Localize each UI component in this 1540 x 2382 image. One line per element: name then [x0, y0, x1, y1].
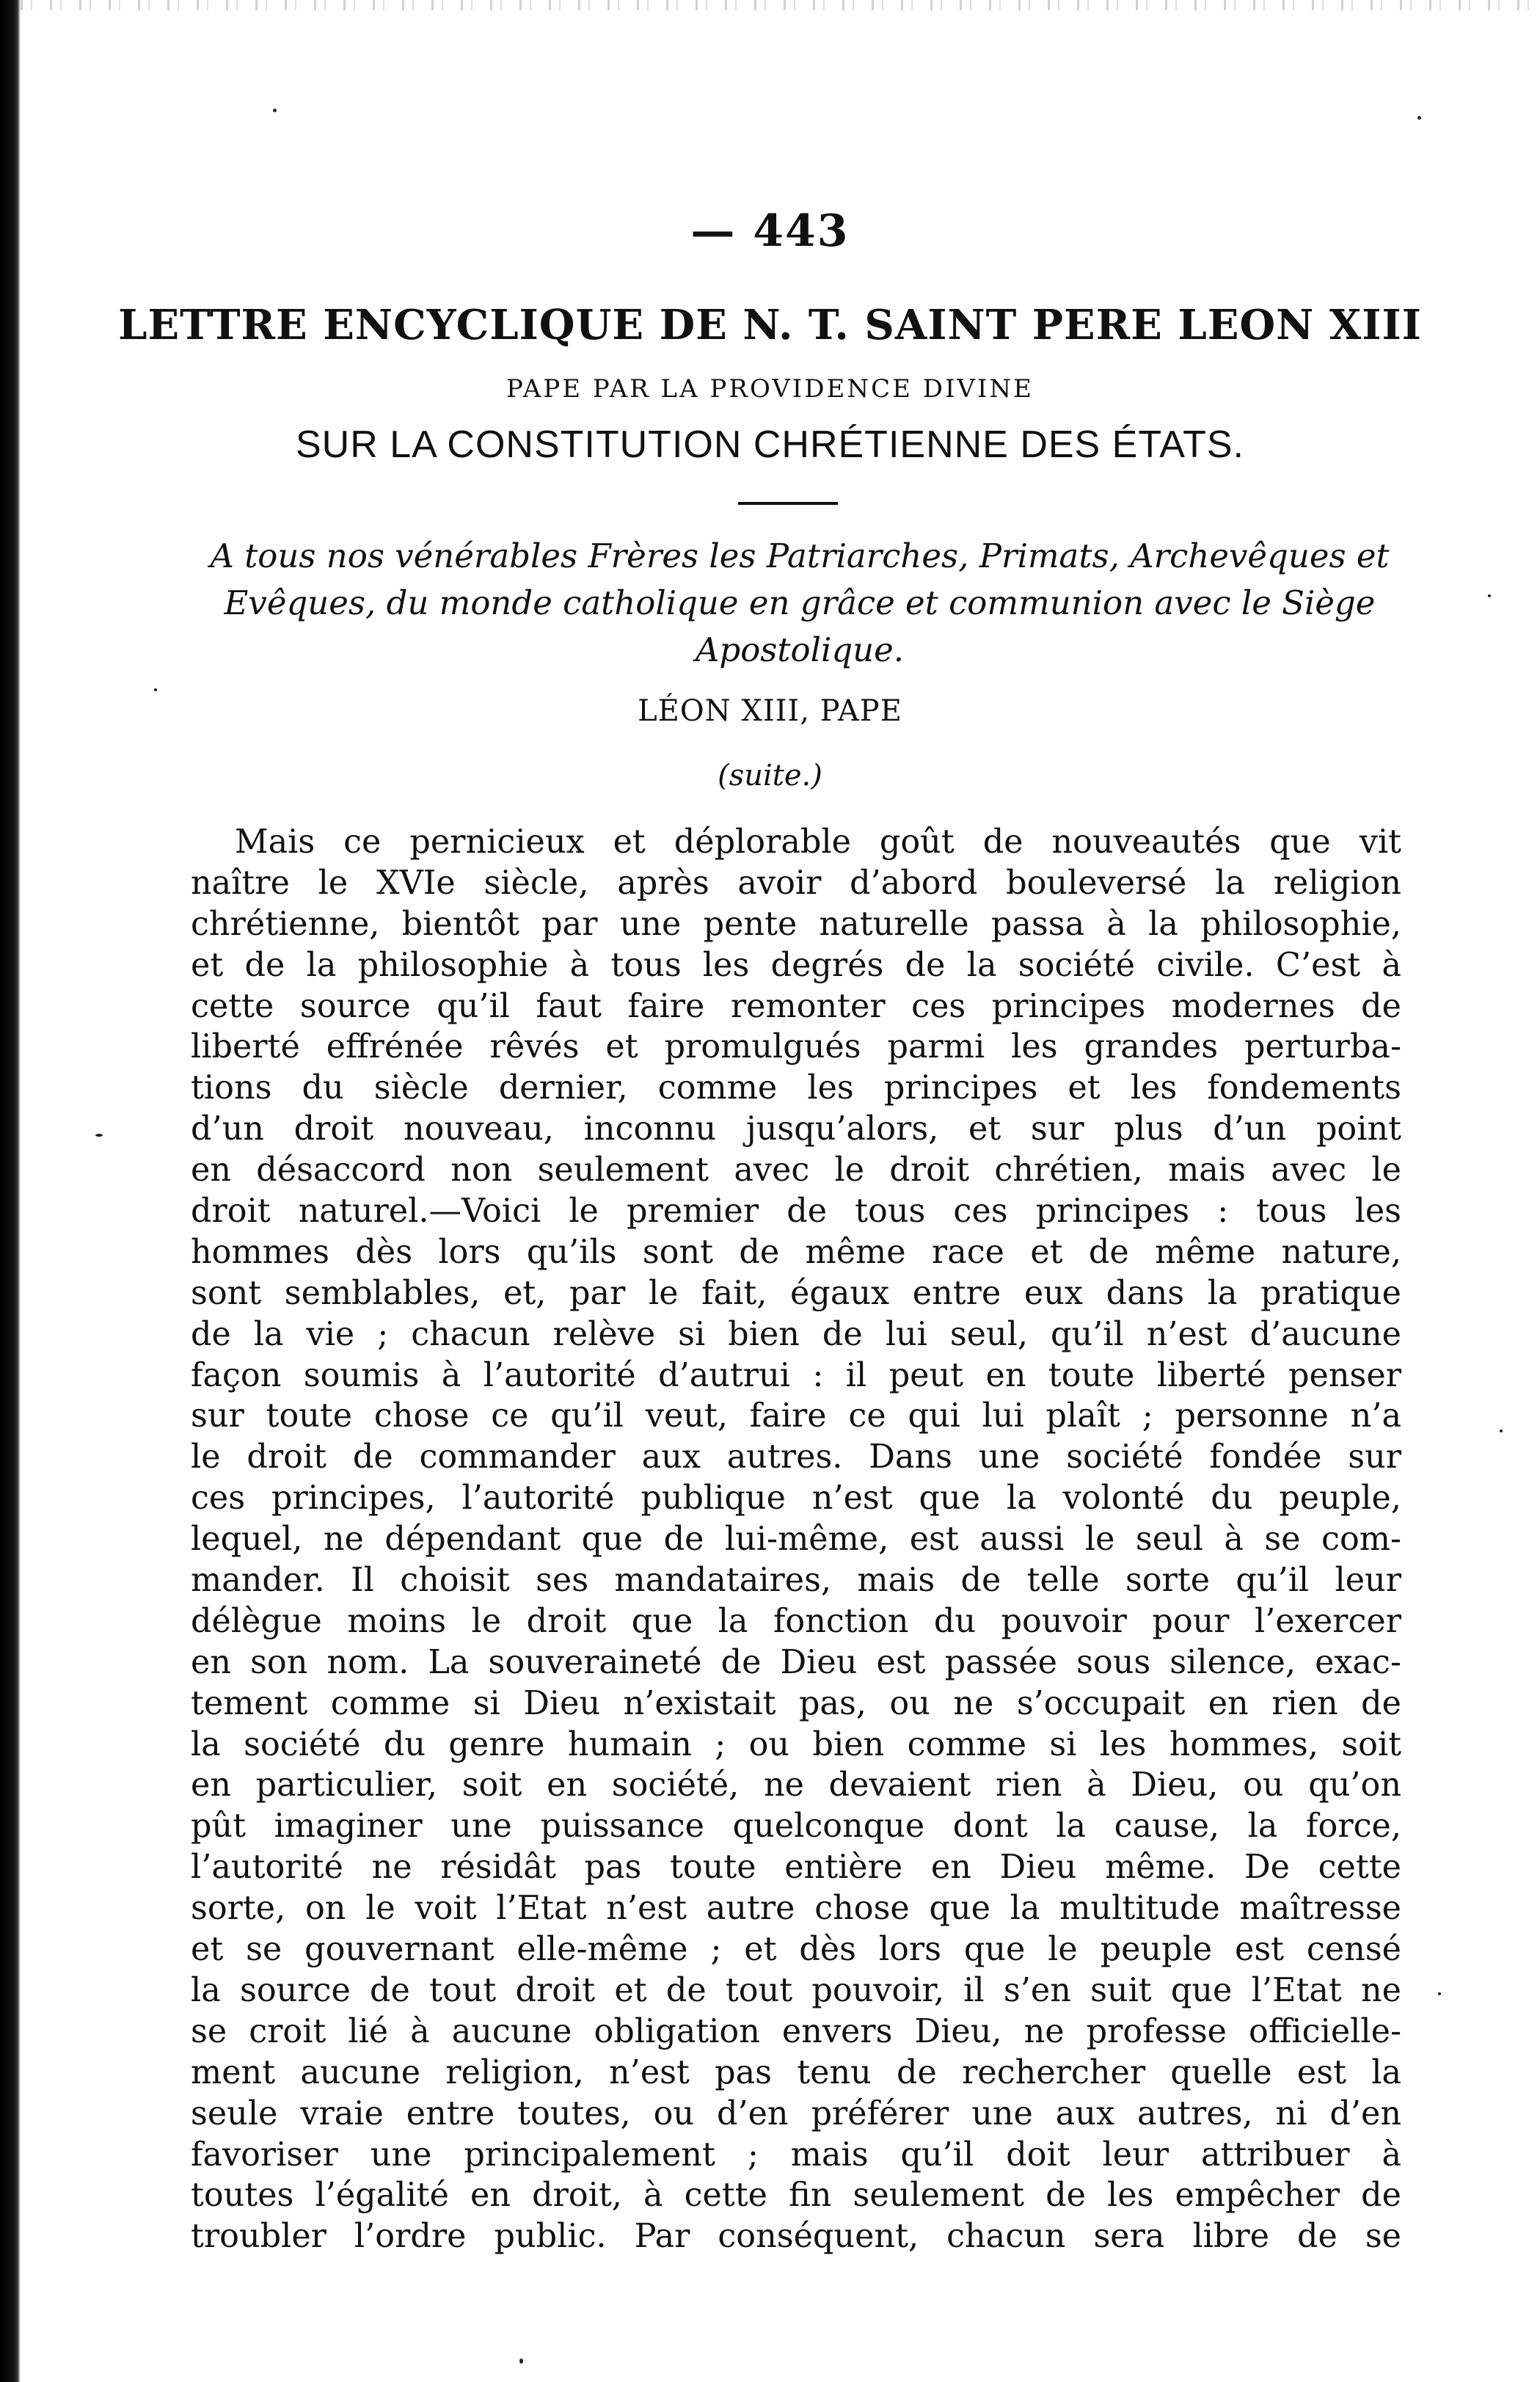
body-line: se croit lié à aucune obligation envers Dieu, ne professe officielle- [191, 2012, 1401, 2050]
scan-border [0, 0, 21, 2382]
body-line: et se gouvernant elle-même ; et dès lors que le peuple est censé [191, 1931, 1401, 1969]
body-line: façon soumis à l’autorité d’autrui : il peut en toute liberté penser [191, 1356, 1401, 1394]
body-line: favoriser une principalement ; mais qu’il doit leur attribuer à [191, 2135, 1401, 2174]
body-paragraph [191, 822, 1401, 2257]
body-line: cette source qu’il faut faire remonter ces principes modernes de [191, 987, 1401, 1025]
body-line: seule vraie entre toutes, ou d’en préférer une aux autres, ni d’en [191, 2094, 1401, 2132]
body-line: en désaccord non seulement avec le droit chrétien, mais avec le [191, 1151, 1401, 1190]
continued-marker: (suite.) [718, 759, 822, 793]
encyclical-subject: SUR LA CONSTITUTION CHRÉTIENNE DES ÉTATS. [296, 423, 1244, 466]
encyclical-subtitle: PAPE PAR LA PROVIDENCE DIVINE [506, 374, 1034, 404]
scan-speck [1500, 1429, 1503, 1432]
body-line: ces principes, l’autorité publique n’est que la volonté du peuple, [191, 1479, 1401, 1518]
body-line: droit naturel.—Voici le premier de tous ces principes : tous les [191, 1192, 1401, 1231]
body-line: mander. Il choisit ses mandataires, mais de telle sorte qu’il leur [191, 1562, 1401, 1600]
scan-speck [95, 1134, 103, 1137]
body-line: la société du genre humain ; ou bien comme si les hommes, soit [191, 1725, 1401, 1763]
salutation-address: A tous nos vénérables Frères les Patriarches, Primats, Archevêques et Evêques, du monde catholique en grâce et communion avec le Siège Apostolique. [210, 536, 1390, 669]
body-line: tions du siècle dernier, comme les principes et les fondements [191, 1069, 1401, 1107]
body-line: Mais ce pernicieux et déplorable goût de nouveautés que vit [235, 823, 1401, 861]
body-line: en particulier, soit en société, ne devaient rien à Dieu, ou qu’on [191, 1766, 1401, 1804]
scan-speck [1417, 116, 1421, 120]
scan-speck [154, 688, 157, 691]
body-line: liberté effrénée rêvés et promulgués parmi les grandes perturba- [191, 1028, 1401, 1066]
body-line: troubler l’ordre public. Par conséquent, chacun sera libre de se [191, 2218, 1401, 2256]
body-line: ment aucune religion, n’est pas tenu de rechercher quelle est la [191, 2053, 1401, 2091]
body-line: pût imaginer une puissance quelconque dont la cause, la force, [191, 1807, 1401, 1846]
author-line: LÉON XIII, PAPE [638, 694, 902, 728]
body-line: d’un droit nouveau, inconnu jusqu’alors, et sur plus d’un point [191, 1110, 1401, 1148]
body-line: de la vie ; chacun relève si bien de lui seul, qu’il n’est d’aucune [191, 1315, 1401, 1353]
body-line: sorte, on le voit l’Etat n’est autre chose que la multitude maîtresse [191, 1890, 1401, 1928]
scan-speck [519, 2359, 523, 2364]
body-line: le droit de commander aux autres. Dans une société fondée sur [191, 1438, 1401, 1476]
body-line: l’autorité ne résidât pas toute entière en Dieu même. De cette [191, 1849, 1401, 1887]
scan-speck [1488, 594, 1491, 597]
title-divider [738, 502, 838, 505]
body-line: naître le XVIe siècle, après avoir d’abord bouleversé la religion [191, 864, 1401, 902]
body-line: la source de tout droit et de tout pouvoir, il s’en suit que l’Etat ne [191, 1971, 1401, 2009]
body-line: lequel, ne dépendant que de lui-même, est aussi le seul à se com- [191, 1520, 1401, 1559]
scan-speck [273, 109, 277, 112]
body-line: hommes dès lors qu’ils sont de même race et de même nature, [191, 1233, 1401, 1271]
body-line: chrétienne, bientôt par une pente naturelle passa à la philosophie, [191, 905, 1401, 943]
body-line: et de la philosophie à tous les degrés de la société civile. C’est à [191, 946, 1401, 984]
body-line: délègue moins le droit que la fonction du pouvoir pour l’exercer [191, 1602, 1401, 1640]
encyclical-title: LETTRE ENCYCLIQUE DE N. T. SAINT PERE LEON XIII [118, 301, 1422, 349]
scan-speck [1438, 1992, 1441, 1995]
body-line: tement comme si Dieu n’existait pas, ou ne s’occupait en rien de [191, 1684, 1401, 1722]
body-line: sur toute chose ce qu’il veut, faire ce qui lui plaît ; personne n’a [191, 1397, 1401, 1435]
page-number: — 443 [690, 205, 850, 257]
body-line: en son nom. La souveraineté de Dieu est passée sous silence, exac- [191, 1643, 1401, 1681]
body-line: sont semblables, et, par le fait, égaux entre eux dans la pratique [191, 1274, 1401, 1312]
scan-top-noise [21, 0, 1540, 10]
body-line: toutes l’égalité en droit, à cette fin seulement de les empêcher de [191, 2177, 1401, 2215]
